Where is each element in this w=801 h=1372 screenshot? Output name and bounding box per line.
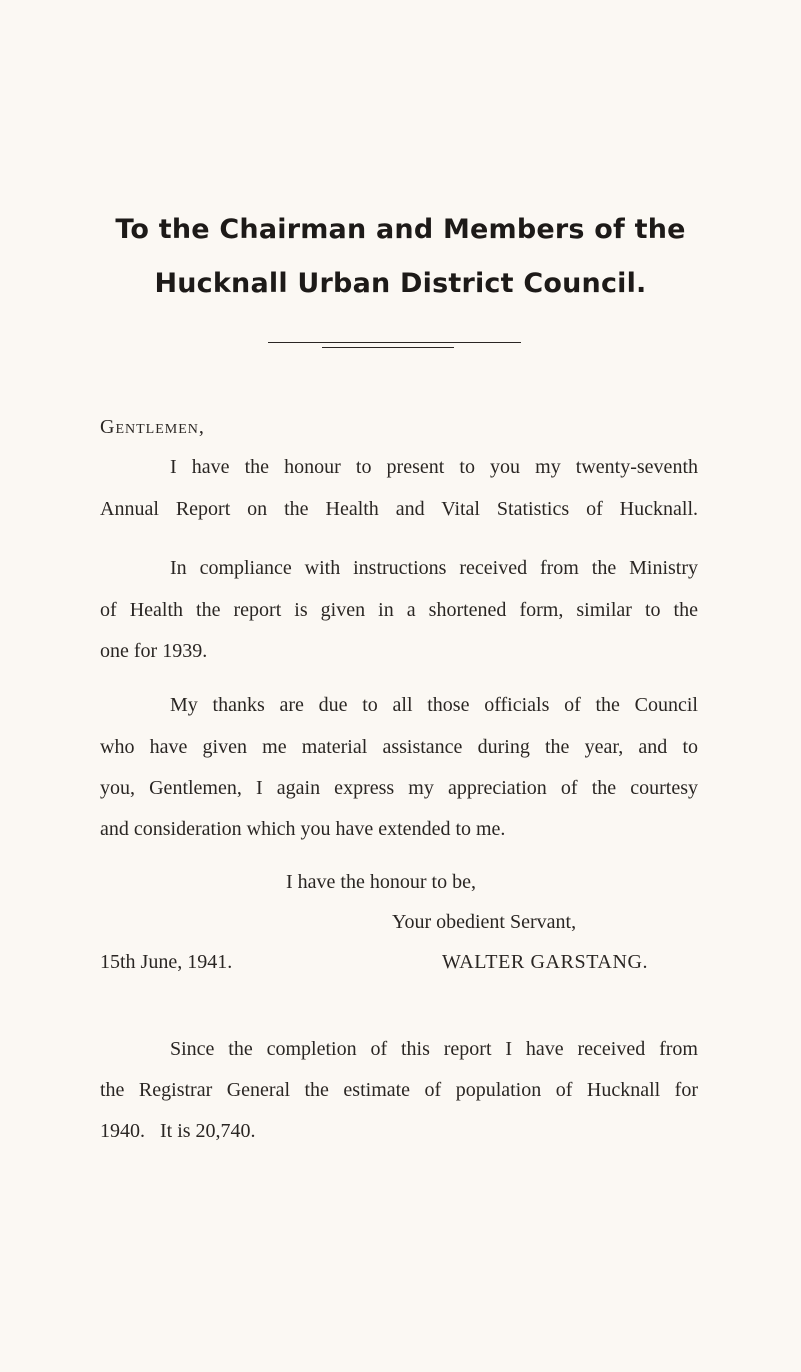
paragraph-2-line-2: of Health the report is given in a shortened form, similar to the — [100, 599, 698, 621]
address-heading-line-1: To the Chairman and Members of the — [115, 214, 686, 245]
salutation: Gentlemen, — [100, 416, 205, 438]
postscript-line-2: the Registrar General the estimate of population of Hucknall for — [100, 1079, 698, 1101]
postscript-line-3: 1940. It is 20,740. — [100, 1120, 256, 1142]
paragraph-2-line-3: one for 1939. — [100, 640, 208, 662]
heading-rule-long — [268, 342, 521, 343]
heading-rule-short — [322, 347, 454, 348]
paragraph-3-line-3: you, Gentlemen, I again express my appreciation of the courtesy — [100, 777, 698, 799]
paragraph-3-line-2: who have given me material assistance during the year, and to — [100, 736, 698, 758]
closing-line: I have the honour to be, — [286, 871, 476, 893]
address-heading-line-2: Hucknall Urban District Council. — [154, 268, 647, 299]
paragraph-2-line-1: In compliance with instructions received from the Ministry — [170, 557, 698, 579]
report-date: 15th June, 1941. — [100, 951, 233, 973]
paragraph-1-line-2: Annual Report on the Health and Vital Statistics of Hucknall. — [100, 498, 698, 520]
postscript-line-1: Since the completion of this report I have received from — [170, 1038, 698, 1060]
complimentary-close: Your obedient Servant, — [392, 911, 577, 933]
paragraph-1-line-1: I have the honour to present to you my twenty-seventh — [170, 456, 698, 478]
paragraph-3-line-4: and consideration which you have extended to me. — [100, 818, 506, 840]
paragraph-3-line-1: My thanks are due to all those officials of the Council — [170, 694, 698, 716]
signature: WALTER GARSTANG. — [442, 951, 649, 973]
